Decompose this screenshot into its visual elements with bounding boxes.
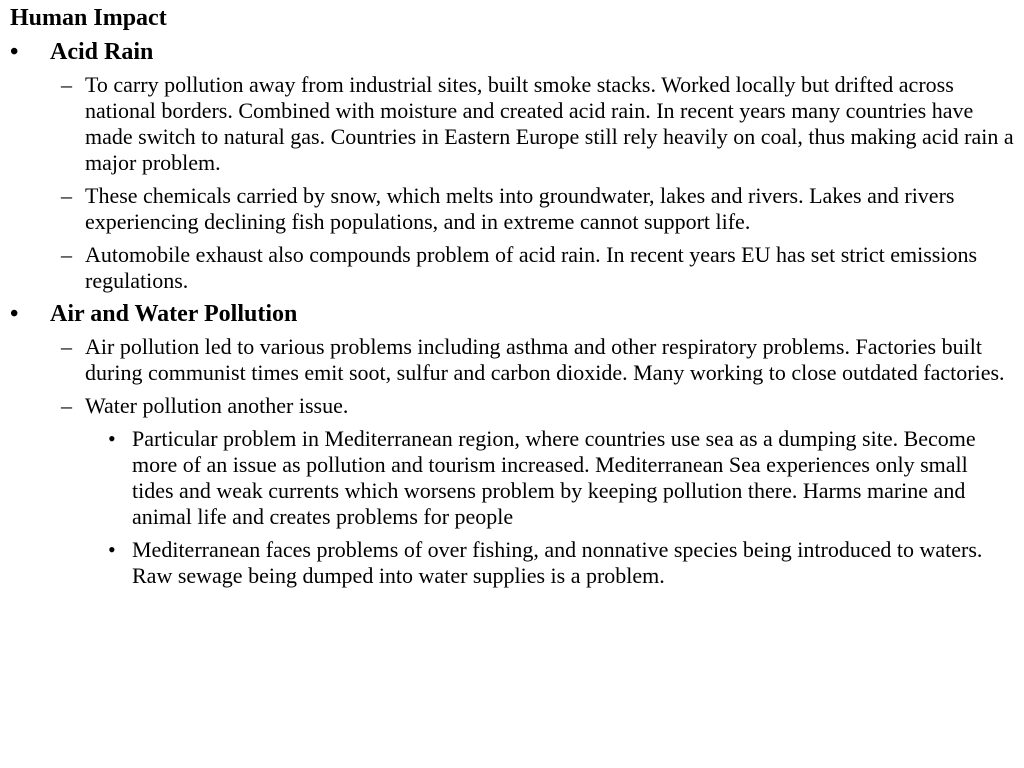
bullet-item-air-water-pollution xyxy=(10,301,1014,327)
sub-sub-item-mediterranean-overfishing xyxy=(10,537,992,589)
dash-icon: – xyxy=(61,334,72,359)
slide-title: Human Impact xyxy=(10,5,167,31)
bullet-item-label: Air and Water Pollution xyxy=(50,301,298,327)
sub-item-text: To carry pollution away from industrial sites, built smoke stacks. Worked locally but drifted across national borders. Combined with moisture and created acid rain. In recent years many countries have made switch to natural gas. Countries in Eastern Europe still rely heavily on coal, thus making acid rain a major problem. xyxy=(85,72,1014,175)
sub-item-smoke-stacks xyxy=(10,72,1014,176)
dash-icon: – xyxy=(61,242,72,267)
sub-item-text: Air pollution led to various problems including asthma and other respiratory problems. Factories built during communist times emit soot, sulfur and carbon dioxide. Many working to close outdated factories. xyxy=(85,334,1005,385)
dash-icon: – xyxy=(61,72,72,97)
sub-item-text: Water pollution another issue. xyxy=(85,393,349,418)
bullet-item-acid-rain xyxy=(10,39,1014,65)
sub-sub-item-text: Particular problem in Mediterranean region, where countries use sea as a dumping site. Become more of an issue as pollution and tourism increased. Mediterranean Sea experiences only small tides and weak currents which worsens problem by keeping pollution there. Harms marine and animal life and creates problems for people xyxy=(132,426,976,529)
sub-item-text: Automobile exhaust also compounds problem of acid rain. In recent years EU has set strict emissions regulations. xyxy=(85,242,978,293)
bullet-item-label: Acid Rain xyxy=(50,39,154,65)
sub-sub-item-mediterranean-dumping xyxy=(10,426,992,530)
bullet-icon: • xyxy=(108,537,116,562)
dash-icon: – xyxy=(61,183,72,208)
sub-sub-item-text: Mediterranean faces problems of over fishing, and nonnative species being introduced to waters. Raw sewage being dumped into water supplies is a problem. xyxy=(132,537,983,588)
sub-item-automobile-exhaust xyxy=(10,242,1014,294)
bullet-icon: • xyxy=(108,426,116,451)
sub-item-water-pollution xyxy=(10,393,1014,419)
sub-item-air-pollution xyxy=(10,334,1014,386)
sub-item-chemicals-snow xyxy=(10,183,1014,235)
sub-item-text: These chemicals carried by snow, which melts into groundwater, lakes and rivers. Lakes and rivers experiencing declining fish populations, and in extreme cannot support life. xyxy=(85,183,955,234)
dash-icon: – xyxy=(61,393,72,418)
bullet-icon: • xyxy=(10,39,19,65)
bullet-icon: • xyxy=(10,301,19,327)
